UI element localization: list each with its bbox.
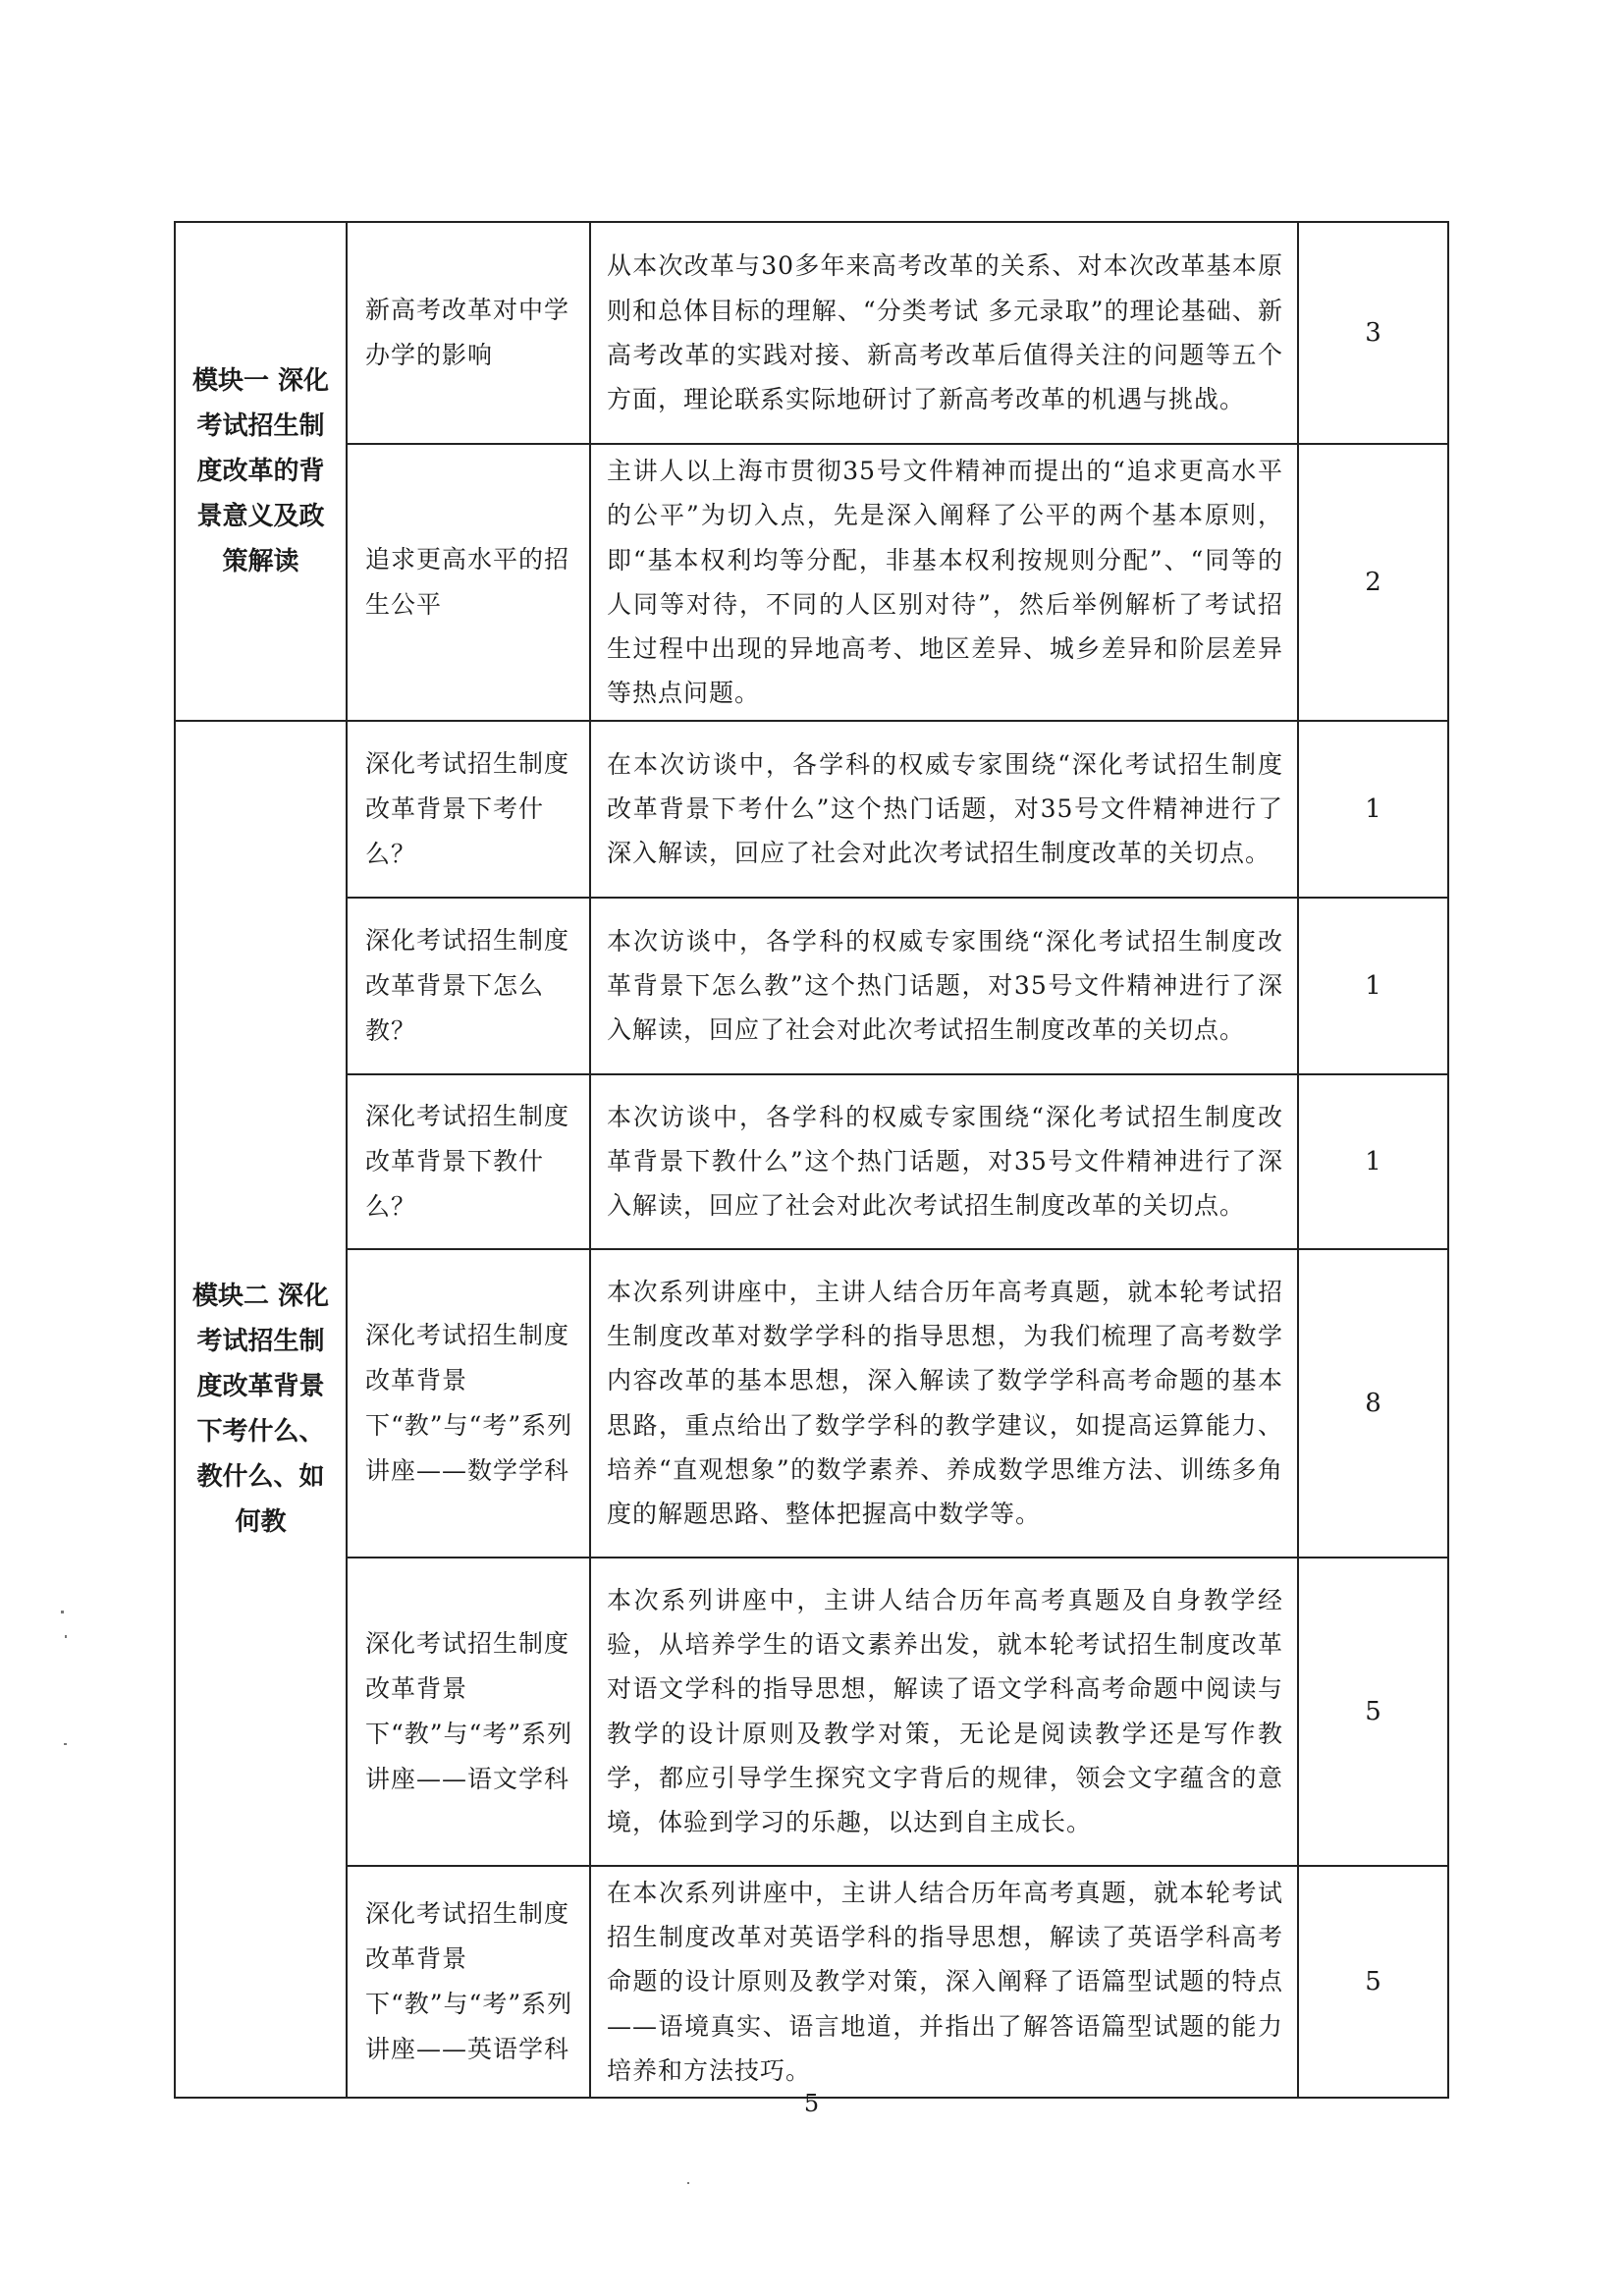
course-description-cell: 在本次访谈中，各学科的权威专家围绕“深化考试招生制度改革背景下考什么”这个热门话题，对35号文件精神进行了深入解读，回应了社会对此次考试招生制度改革的关切点。 [590,721,1298,898]
course-hours-cell: 5 [1298,1866,1448,2098]
scan-speck [65,1635,67,1638]
course-description-cell: 从本次改革与30多年来高考改革的关系、对本次改革基本原则和总体目标的理解、“分类考试 多元录取”的理论基础、新高考改革的实践对接、新高考改革后值得关注的问题等五个方面，理论联系实际地研讨了新高考改革的机遇与挑战。 [590,222,1298,444]
course-title-cell: 深化考试招生制度改革背景下“教”与“考”系列讲座——英语学科 [347,1866,590,2098]
course-title-cell: 深化考试招生制度改革背景下教什么？ [347,1074,590,1249]
course-title-cell: 深化考试招生制度改革背景下“教”与“考”系列讲座——语文学科 [347,1558,590,1866]
table-row [175,222,1448,444]
course-table [174,221,1449,2099]
course-title-cell: 深化考试招生制度改革背景下考什么？ [347,721,590,898]
course-description-cell: 本次系列讲座中，主讲人结合历年高考真题及自身教学经验，从培养学生的语文素养出发，就本轮考试招生制度改革对语文学科的指导思想，解读了语文学科高考命题中阅读与教学的设计原则及教学对策，无论是阅读教学还是写作教学，都应引导学生探究文字背后的规律，领会文字蕴含的意境，体验到学习的乐趣，以达到自主成长。 [590,1558,1298,1866]
course-description-cell: 在本次系列讲座中，主讲人结合历年高考真题，就本轮考试招生制度改革对英语学科的指导思想，解读了英语学科高考命题的设计原则及教学对策，深入阐释了语篇型试题的特点——语境真实、语言地道，并指出了解答语篇型试题的能力培养和方法技巧。 [590,1866,1298,2098]
course-title-cell: 深化考试招生制度改革背景下怎么教？ [347,898,590,1074]
scan-speck [61,1611,64,1613]
table-row [175,1866,1448,2098]
scan-speck [64,1743,67,1745]
page-number: 5 [803,2090,820,2117]
table-row [175,898,1448,1074]
module-cell: 模块一 深化考试招生制度改革的背景意义及政策解读 [175,222,347,721]
scan-speck [687,2182,689,2184]
table-row [175,721,1448,898]
course-description-cell: 本次访谈中，各学科的权威专家围绕“深化考试招生制度改革背景下教什么”这个热门话题，对35号文件精神进行了深入解读，回应了社会对此次考试招生制度改革的关切点。 [590,1074,1298,1249]
course-title-cell: 新高考改革对中学办学的影响 [347,222,590,444]
course-hours-cell: 2 [1298,444,1448,721]
course-hours-cell: 3 [1298,222,1448,444]
course-description-cell: 本次系列讲座中，主讲人结合历年高考真题，就本轮考试招生制度改革对数学学科的指导思想，为我们梳理了高考数学内容改革的基本思想，深入解读了数学学科高考命题的基本思路，重点给出了数学学科的教学建议，如提高运算能力、培养“直观想象”的数学素养、养成数学思维方法、训练多角度的解题思路、整体把握高中数学等。 [590,1249,1298,1558]
course-hours-cell: 1 [1298,721,1448,898]
course-title-cell: 追求更高水平的招生公平 [347,444,590,721]
course-description-cell: 本次访谈中，各学科的权威专家围绕“深化考试招生制度改革背景下怎么教”这个热门话题，对35号文件精神进行了深入解读，回应了社会对此次考试招生制度改革的关切点。 [590,898,1298,1074]
table-row [175,444,1448,721]
course-hours-cell: 5 [1298,1558,1448,1866]
course-title-cell: 深化考试招生制度改革背景下“教”与“考”系列讲座——数学学科 [347,1249,590,1558]
course-hours-cell: 8 [1298,1249,1448,1558]
course-hours-cell: 1 [1298,898,1448,1074]
table-row [175,1558,1448,1866]
module-cell: 模块二 深化考试招生制度改革背景下考什么、教什么、如何教 [175,721,347,2098]
table-row [175,1074,1448,1249]
table-row [175,1249,1448,1558]
course-description-cell: 主讲人以上海市贯彻35号文件精神而提出的“追求更高水平的公平”为切入点，先是深入阐释了公平的两个基本原则，即“基本权利均等分配，非基本权利按规则分配”、“同等的人同等对待，不同的人区别对待”，然后举例解析了考试招生过程中出现的异地高考、地区差异、城乡差异和阶层差异等热点问题。 [590,444,1298,721]
course-hours-cell: 1 [1298,1074,1448,1249]
